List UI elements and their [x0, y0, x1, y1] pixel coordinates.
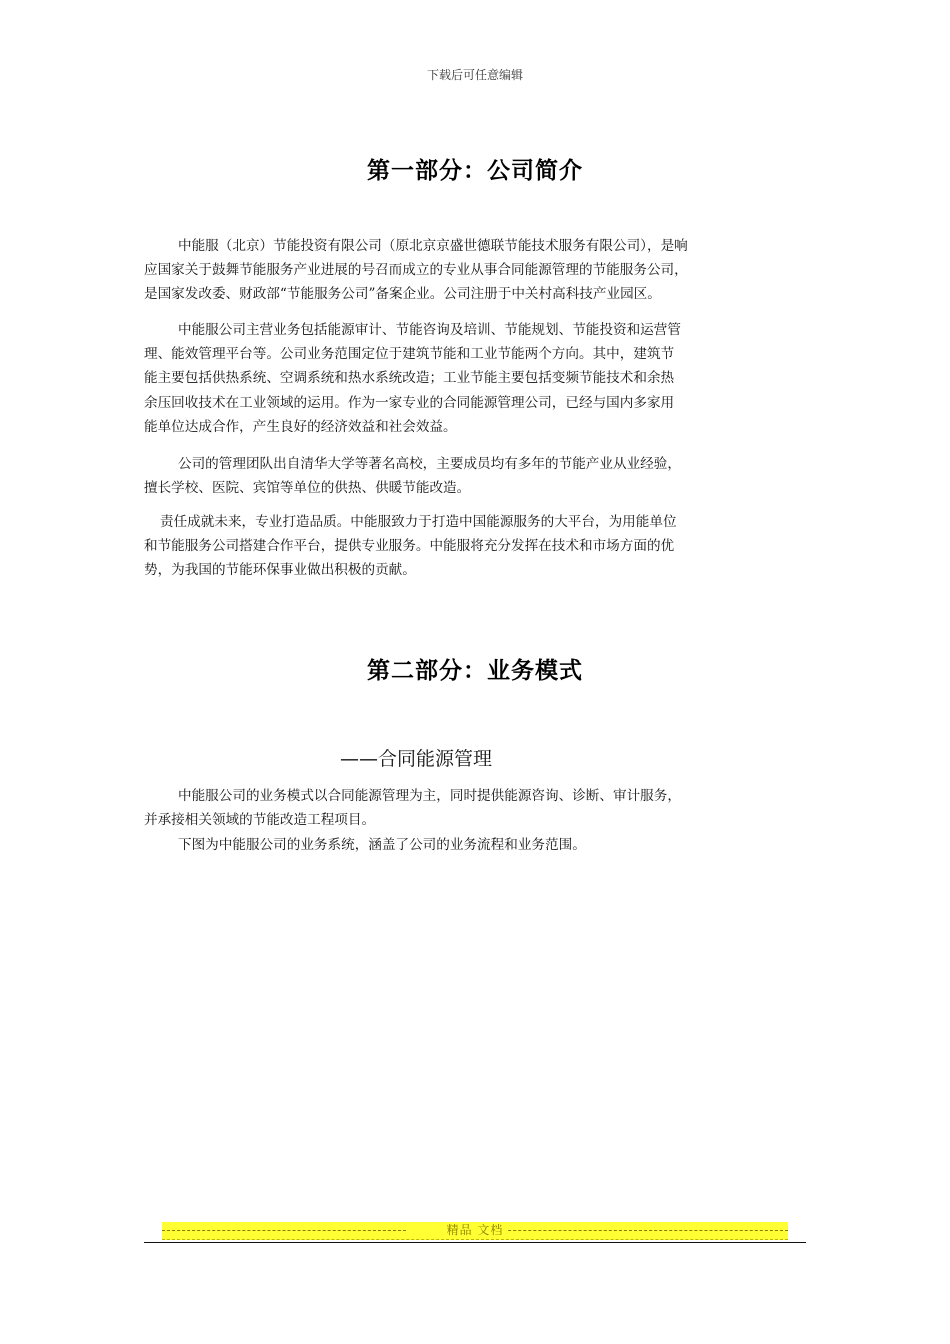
text-line: 理、能效管理平台等。公司业务范围定位于建筑节能和工业节能两个方向。其中，建筑节: [144, 346, 675, 363]
text-line: 责任成就未来，专业打造品质。中能服致力于打造中国能源服务的大平台，为用能单位: [160, 514, 677, 530]
text-line: 下图为中能服公司的业务系统，涵盖了公司的业务流程和业务范围。: [178, 837, 586, 853]
text-line: 能主要包括供热系统、空调系统和热水系统改造；工业节能主要包括变频节能技术和余热: [144, 370, 675, 387]
footer-dash-right: [488, 1230, 788, 1231]
text-line: 擅长学校、医院、宾馆等单位的供热、供暖节能改造。: [144, 480, 471, 497]
text-line: 和节能服务公司搭建合作平台，提供专业服务。中能服将充分发挥在技术和市场方面的优: [144, 538, 675, 555]
section1-title: 第一部分：公司简介: [367, 158, 583, 184]
section1-paragraph-4: [144, 510, 804, 583]
text-line: 中能服公司的业务模式以合同能源管理为主，同时提供能源咨询、诊断、审计服务，: [178, 788, 681, 804]
text-line: 余压回收技术在工业领域的运用。作为一家专业的合同能源管理公司，已经与国内多家用: [144, 394, 675, 411]
text-line: 势，为我国的节能环保事业做出积极的贡献。: [144, 562, 416, 579]
section2-title: 第二部分：业务模式: [367, 658, 583, 684]
text-line: 公司的管理团队出自清华大学等著名高校，主要成员均有多年的节能产业从业经验，: [178, 456, 681, 472]
section2-paragraph-1: [144, 784, 804, 832]
footer-band: [162, 1222, 788, 1240]
text-line: 应国家关于鼓舞节能服务产业进展的号召而成立的专业从事合同能源管理的节能服务公司，: [144, 262, 688, 279]
section2-subtitle: ——合同能源管理: [340, 748, 493, 770]
footer-dash-left: [162, 1230, 406, 1231]
text-line: 中能服公司主营业务包括能源审计、节能咨询及培训、节能规划、节能投资和运营管: [178, 322, 681, 338]
text-line: 中能服（北京）节能投资有限公司（原北京京盛世德联节能技术服务有限公司），是响: [178, 238, 688, 254]
footer-label: 精品 文档: [443, 1223, 508, 1237]
section1-paragraph-3: [144, 452, 804, 500]
text-line: 是国家发改委、财政部“节能服务公司”备案企业。公司注册于中关村高科技产业园区。: [144, 286, 661, 303]
section1-paragraph-2: [144, 318, 804, 439]
page-header-note: 下载后可任意编辑: [426, 68, 523, 82]
section2-paragraph-2: [144, 833, 804, 857]
text-line: 能单位达成合作，产生良好的经济效益和社会效益。: [144, 418, 457, 435]
text-line: 并承接相关领域的节能改造工程项目。: [144, 812, 376, 829]
section1-paragraph-1: [144, 234, 804, 307]
footer-rule: [144, 1242, 806, 1243]
